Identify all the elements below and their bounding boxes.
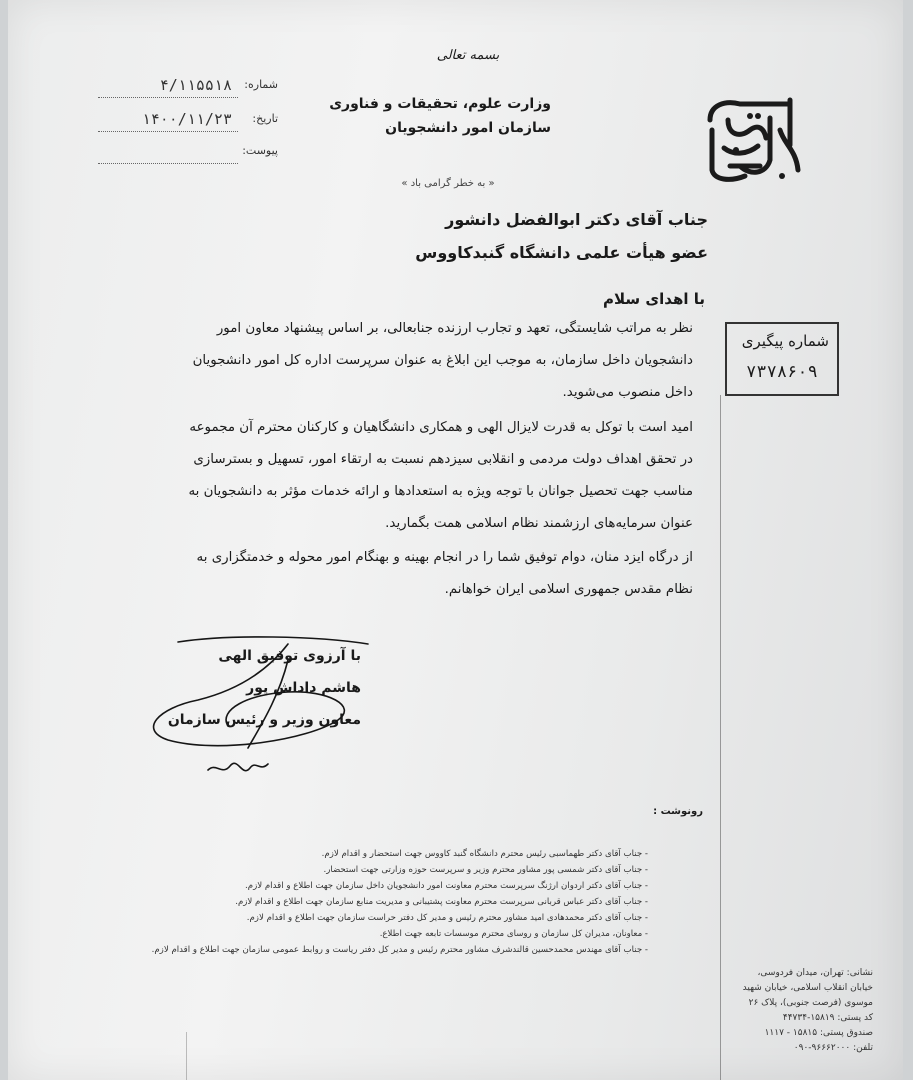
letter-date: ۱۴۰۰/۱۱/۲۳ bbox=[141, 110, 232, 128]
cc-title: رونوشت : bbox=[653, 806, 703, 817]
number-dotted-line bbox=[98, 97, 238, 98]
tracking-label: شماره پیگیری bbox=[741, 332, 829, 350]
ministry-name: وزارت علوم، تحقیقات و فناوری bbox=[329, 96, 551, 112]
tracking-number: ۷۳۷۸۶۰۹ bbox=[746, 362, 818, 382]
signer-title: معاون وزیر و رئیس سازمان bbox=[167, 712, 361, 728]
number-label: شماره: bbox=[244, 78, 278, 91]
body-text: از درگاه ایزد منان، دوام توفیق شما را در انجام بهینه و بهنگام امور محوله و خدمتگزاری به نظام مقدس جمهوری اسلامی ایران خواهانم. bbox=[196, 550, 693, 597]
address-line: موسوی (فرصت جنوبی)، پلاک ۲۶ bbox=[748, 998, 873, 1008]
date-dotted-line bbox=[98, 131, 238, 132]
cc-item: - جناب آقای دکتر شمسی پور مشاور محترم وزیر و سرپرست حوزه وزارتی جهت استحضار. bbox=[323, 865, 648, 875]
date-label: تاریخ: bbox=[252, 112, 278, 125]
margin-rule bbox=[720, 395, 721, 1080]
recipient-position: عضو هیأت علمی دانشگاه گنبدکاووس bbox=[415, 243, 708, 262]
letter-number-row bbox=[88, 76, 278, 100]
letter-number: ۴/۱۱۵۵۱۸ bbox=[159, 76, 232, 94]
cc-item: - جناب آقای دکتر اردوان ارژنگ سرپرست محترم معاونت امور دانشجویان داخل سازمان جهت اطلاع و اقدام لازم. bbox=[245, 881, 648, 891]
closing-wish: با آرزوی توفیق الهی bbox=[218, 648, 361, 664]
cc-item: - جناب آقای دکتر طهماسبی رئیس محترم دانشگاه گنبد کاووس جهت استحضار و اقدام لازم. bbox=[321, 849, 648, 859]
tracking-number-box bbox=[725, 322, 839, 396]
cc-item: - جناب آقای مهندس محمدحسین قالندشرف مشاور محترم رئیس و مدیر کل دفتر ریاست و روابط عمومی سازمان جهت اطلاع و اقدام لازم. bbox=[151, 945, 648, 955]
basmala: بسمه تعالی bbox=[436, 48, 500, 63]
address-line: خیابان انقلاب اسلامی، خیابان شهید bbox=[742, 983, 873, 993]
cc-item: - معاونان، مدیران کل سازمان و روسای محترم موسسات تابعه جهت اطلاع. bbox=[379, 929, 648, 939]
letter-page bbox=[8, 0, 903, 1080]
organization-logo bbox=[700, 90, 804, 186]
body-paragraph-1 bbox=[188, 313, 693, 409]
signature-scribble bbox=[138, 630, 378, 790]
footer-rule bbox=[186, 1032, 187, 1080]
attachment-dotted-line bbox=[98, 163, 238, 164]
postal-address bbox=[733, 966, 873, 1056]
letter-date-row bbox=[88, 110, 278, 134]
address-line: کد پستی: ۱۵۸۱۹-۴۴۷۳۴ bbox=[782, 1013, 873, 1023]
address-line: تلفن: ۹۶۶۶۲۰۰۰-۰۹۰ bbox=[793, 1043, 873, 1053]
body-paragraph-3 bbox=[188, 542, 693, 606]
slogan: « به خطر گرامی باد » bbox=[401, 178, 495, 189]
cc-list bbox=[128, 846, 648, 958]
body-paragraph-2 bbox=[188, 412, 693, 540]
logo-text: سازمان امور دانشجویان bbox=[701, 98, 712, 99]
organization-name: سازمان امور دانشجویان bbox=[385, 120, 551, 136]
attachment-row bbox=[88, 142, 278, 166]
body-text: نظر به مراتب شایستگی، تعهد و تجارب ارزنده جنابعالی، بر اساس پیشنهاد معاون امور دانشجویان داخل سازمان، به موجب این ابلاغ به عنوان سرپرست اداره کل امور دانشجویان داخل منصوب می‌شوید. bbox=[192, 321, 693, 400]
greeting: با اهدای سلام bbox=[603, 290, 705, 308]
attachment-label: پیوست: bbox=[242, 144, 278, 157]
ministry-heading bbox=[291, 92, 551, 140]
recipient-name: جناب آقای دکتر ابوالفضل دانشور bbox=[445, 210, 708, 229]
handwritten-signature bbox=[138, 630, 378, 790]
cc-item: - جناب آقای دکتر عباس قربانی سرپرست محترم معاونت پشتیبانی و مدیریت منابع سازمان جهت اطلاع و اقدام لازم. bbox=[235, 897, 648, 907]
address-line: نشانی: تهران، میدان فردوسی، bbox=[757, 968, 873, 978]
cc-item: - جناب آقای دکتر محمدهادی امید مشاور محترم رئیس و مدیر کل دفتر حراست سازمان جهت اطلاع و اقدام لازم. bbox=[246, 913, 648, 923]
calligraphic-emblem-icon bbox=[700, 90, 804, 186]
signer-name: هاشم داداش پور bbox=[246, 680, 361, 696]
address-line: صندوق پستی: ۱۵۸۱۵ - ۱۱۱۷ bbox=[764, 1028, 873, 1038]
body-text: امید است با توکل به قدرت لایزال الهی و همکاری دانشگاهیان و کارکنان محترم آن مجموعه در تحقق اهداف دولت مردمی و انقلابی سیزدهم نسبت به ارتقاء امور، تسهیل و بسترسازی مناسب جهت تحصیل جوانان با توجه ویژه به استعدادها و ارائه خدمات مؤثر به دانشجویان به عنوان سرمایه‌های ارزشمند نظام اسلامی همت بگمارید. bbox=[188, 420, 693, 531]
